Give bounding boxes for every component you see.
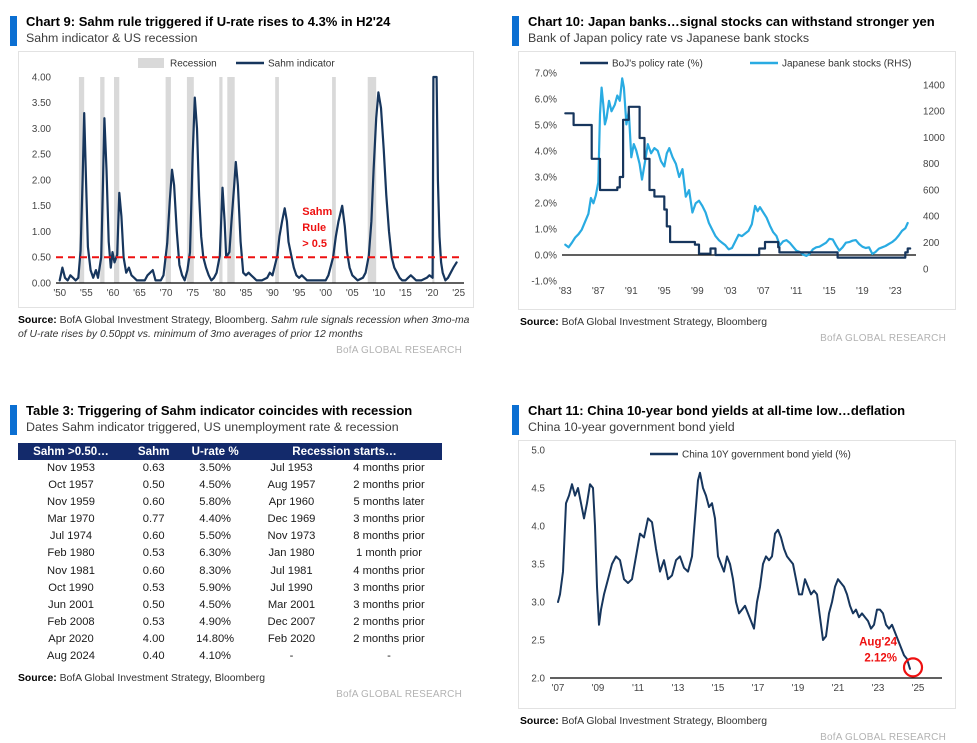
- table-cell: 4.50%: [199, 598, 232, 611]
- table-cell: Jul 1981: [270, 564, 313, 577]
- table-cell: 5.80%: [199, 496, 232, 509]
- table-cell: Feb 2020: [267, 632, 316, 645]
- bofa-brand-label: BofA GLOBAL RESEARCH: [336, 345, 462, 357]
- svg-text:'55: '55: [79, 288, 93, 300]
- table3-source: Source: BofA Global Investment Strategy, Bloomberg: [18, 672, 265, 684]
- chart9-figure: [18, 51, 474, 308]
- table-cell: 8 months prior: [353, 530, 425, 543]
- chart11-figure: [518, 440, 956, 709]
- svg-text:'05: '05: [345, 288, 359, 300]
- chart11-subtitle: China 10-year government bond yield: [528, 420, 735, 435]
- accent-bar: [10, 405, 17, 435]
- table-cell: Aug 1957: [267, 479, 316, 492]
- table-cell: 2 months prior: [353, 479, 425, 492]
- svg-text:Sahm: Sahm: [302, 206, 333, 219]
- table-cell: 0.63: [142, 461, 165, 474]
- table-row: [18, 648, 442, 665]
- svg-text:1.50: 1.50: [31, 201, 51, 213]
- panel-chart9: [10, 4, 512, 393]
- svg-text:4.5: 4.5: [531, 483, 545, 495]
- svg-text:3.5: 3.5: [531, 559, 545, 571]
- chart9-subtitle: Sahm indicator & US recession: [26, 31, 198, 46]
- table-cell: 0.60: [142, 564, 165, 577]
- svg-text:'65: '65: [133, 288, 146, 300]
- svg-text:2.0%: 2.0%: [534, 198, 557, 210]
- table-cell: 4.10%: [199, 650, 232, 662]
- svg-text:6.0%: 6.0%: [534, 94, 557, 106]
- table-row: [18, 477, 442, 494]
- table-cell: Jan 1980: [268, 547, 315, 560]
- table-cell: 4.90%: [199, 615, 232, 628]
- svg-text:'17: '17: [751, 683, 765, 695]
- table-cell: 6.30%: [199, 547, 232, 560]
- table-cell: Mar 2001: [267, 598, 316, 611]
- svg-text:4.0: 4.0: [531, 521, 545, 533]
- table-row: [18, 512, 442, 529]
- table-column-header: Sahm: [124, 443, 183, 460]
- table-cell: -: [289, 650, 294, 662]
- svg-text:4.00: 4.00: [31, 72, 51, 84]
- svg-text:Japanese bank stocks (RHS): Japanese bank stocks (RHS): [782, 58, 912, 70]
- svg-text:'91: '91: [624, 286, 638, 298]
- chart11-title: Chart 11: China 10-year bond yields at all-time low…deflation: [528, 403, 906, 418]
- table-row: [18, 563, 442, 580]
- table-row: [18, 614, 442, 631]
- svg-text:'87: '87: [591, 286, 605, 298]
- svg-text:-1.0%: -1.0%: [531, 276, 557, 288]
- svg-text:'95: '95: [657, 286, 671, 298]
- svg-text:'19: '19: [855, 286, 869, 298]
- table3-header: [10, 403, 512, 435]
- svg-text:'15: '15: [822, 286, 836, 298]
- table3-title: Table 3: Triggering of Sahm indicator coincides with recession: [26, 403, 413, 418]
- svg-text:4.0%: 4.0%: [534, 146, 557, 158]
- svg-text:'95: '95: [292, 288, 306, 300]
- table-cell: Apr 1960: [268, 496, 315, 509]
- svg-text:BoJ's policy rate (%): BoJ's policy rate (%): [612, 58, 703, 70]
- table-column-header: Recession starts…: [247, 443, 442, 460]
- accent-bar: [10, 16, 17, 46]
- table-row: [18, 546, 442, 563]
- svg-text:'85: '85: [239, 288, 253, 300]
- table3-subtitle: Dates Sahm indicator triggered, US unemployment rate & recession: [26, 420, 399, 435]
- table-cell: 4.40%: [199, 513, 232, 526]
- bofa-brand-label: BofA GLOBAL RESEARCH: [336, 688, 462, 700]
- table-cell: Nov 1981: [47, 564, 95, 577]
- chart10-title: Chart 10: Japan banks…signal stocks can withstand stronger yen: [528, 14, 935, 29]
- svg-text:'99: '99: [690, 286, 704, 298]
- table-cell: 4.50%: [199, 479, 232, 492]
- svg-text:400: 400: [923, 212, 940, 224]
- svg-text:'21: '21: [831, 683, 845, 695]
- table-cell: Dec 1969: [267, 513, 316, 526]
- svg-text:'80: '80: [212, 288, 226, 300]
- table-header-row: [18, 443, 442, 460]
- svg-text:'10: '10: [372, 288, 386, 300]
- svg-text:2.50: 2.50: [31, 149, 51, 161]
- table-cell: Oct 1957: [48, 479, 94, 492]
- svg-text:1.0%: 1.0%: [534, 224, 557, 236]
- svg-text:1.00: 1.00: [31, 227, 51, 239]
- svg-text:'03: '03: [723, 286, 737, 298]
- svg-text:'09: '09: [591, 683, 605, 695]
- table-cell: 8.30%: [199, 564, 232, 577]
- table-cell: Nov 1953: [47, 461, 95, 474]
- table-cell: Dec 2007: [267, 615, 316, 628]
- svg-text:Aug'24: Aug'24: [859, 636, 897, 649]
- table-cell: Nov 1973: [267, 530, 316, 543]
- svg-text:'07: '07: [756, 286, 770, 298]
- svg-text:2.5: 2.5: [531, 635, 545, 647]
- chart10-figure: [518, 51, 956, 310]
- svg-text:> 0.5: > 0.5: [302, 238, 328, 251]
- svg-text:China 10Y government bond yiel: China 10Y government bond yield (%): [682, 449, 851, 461]
- chart11-header: [512, 403, 977, 435]
- svg-text:3.0%: 3.0%: [534, 172, 557, 184]
- panel-table3: [10, 393, 512, 743]
- svg-text:1400: 1400: [923, 80, 945, 92]
- table-cell: Jul 1953: [270, 461, 313, 474]
- svg-text:'20: '20: [425, 288, 439, 300]
- table-cell: 0.53: [142, 547, 165, 560]
- svg-text:'90: '90: [266, 288, 279, 300]
- svg-text:0.0%: 0.0%: [534, 250, 557, 262]
- table-cell: Jul 1990: [270, 581, 313, 594]
- table-cell: 0.50: [142, 598, 165, 611]
- table-cell: 2 months prior: [353, 632, 425, 645]
- table-column-header: U-rate %: [183, 443, 247, 460]
- svg-text:Rule: Rule: [302, 222, 327, 235]
- svg-text:'23: '23: [888, 286, 902, 298]
- chart10-source: Source: BofA Global Investment Strategy, Bloomberg: [520, 317, 767, 329]
- table-cell: 0.53: [142, 581, 165, 594]
- table-column-header: Sahm >0.50…: [18, 443, 124, 460]
- svg-text:'23: '23: [871, 683, 885, 695]
- table-cell: 0.60: [142, 530, 165, 543]
- chart11-source: Source: BofA Global Investment Strategy, Bloomberg: [520, 716, 767, 728]
- table-cell: 0.53: [142, 615, 165, 628]
- japan-banks-chart: [520, 53, 954, 303]
- svg-text:7.0%: 7.0%: [534, 68, 557, 80]
- table-cell: Oct 1990: [48, 581, 94, 594]
- table-cell: 1 month prior: [356, 547, 422, 560]
- table-cell: Apr 2020: [48, 632, 94, 645]
- table-cell: 0.50: [142, 479, 165, 492]
- chart9-source: Source: BofA Global Investment Strategy, Bloomberg. Sahm rule signals recession when 3mo-ma of U-rate rises by 0.50ppt vs. minimum of 3mo averages of prior 12 months: [18, 315, 470, 341]
- svg-text:'11: '11: [790, 286, 803, 298]
- table-cell: Feb 1980: [47, 547, 95, 560]
- svg-text:3.00: 3.00: [31, 124, 51, 136]
- panel-chart11: [512, 393, 977, 743]
- table-cell: Mar 1970: [47, 513, 95, 526]
- svg-text:5.0: 5.0: [531, 445, 545, 457]
- table-row: [18, 580, 442, 597]
- svg-text:'50: '50: [53, 288, 67, 300]
- table-cell: 2 months prior: [353, 615, 425, 628]
- svg-text:5.0%: 5.0%: [534, 120, 557, 132]
- table-cell: Feb 2008: [47, 615, 95, 628]
- table-cell: 4 months prior: [353, 564, 425, 577]
- svg-text:'15: '15: [711, 683, 725, 695]
- svg-text:'83: '83: [558, 286, 572, 298]
- table-row: [18, 529, 442, 546]
- svg-text:'07: '07: [551, 683, 565, 695]
- table-row: [18, 460, 442, 477]
- svg-text:3.50: 3.50: [31, 98, 51, 110]
- table-cell: 0.40: [142, 650, 165, 662]
- svg-text:2.00: 2.00: [31, 175, 51, 187]
- svg-text:600: 600: [923, 185, 940, 197]
- chart10-header: [512, 14, 977, 46]
- table-cell: Jul 1974: [49, 530, 93, 543]
- svg-text:3.0: 3.0: [531, 597, 545, 609]
- bofa-brand-label: BofA GLOBAL RESEARCH: [820, 333, 946, 345]
- table-cell: 14.80%: [196, 632, 235, 645]
- svg-text:800: 800: [923, 159, 940, 171]
- table-cell: 4.00: [142, 632, 165, 645]
- svg-text:200: 200: [923, 238, 940, 250]
- svg-text:'11: '11: [631, 683, 645, 695]
- table-cell: 3.50%: [199, 461, 232, 474]
- svg-text:'00: '00: [319, 288, 333, 300]
- svg-text:2.0: 2.0: [531, 673, 545, 685]
- chart9-title: Chart 9: Sahm rule triggered if U-rate rises to 4.3% in H2'24: [26, 14, 391, 29]
- svg-text:Recession: Recession: [170, 58, 217, 70]
- svg-text:1200: 1200: [923, 106, 945, 118]
- table-row: [18, 495, 442, 512]
- table-row: [18, 631, 442, 648]
- svg-text:'70: '70: [159, 288, 173, 300]
- table-cell: 3 months prior: [353, 581, 425, 594]
- table-cell: 4 months prior: [353, 461, 425, 474]
- table-cell: 5.50%: [199, 530, 232, 543]
- table-cell: -: [387, 650, 391, 662]
- svg-text:'75: '75: [186, 288, 200, 300]
- bofa-brand-label: BofA GLOBAL RESEARCH: [820, 732, 946, 743]
- sahm-indicator-chart: [20, 53, 472, 301]
- svg-text:1000: 1000: [923, 133, 945, 145]
- table-cell: Aug 2024: [47, 650, 95, 662]
- sahm-trigger-table: [18, 443, 442, 665]
- table-cell: 0.77: [142, 513, 165, 526]
- svg-text:2.12%: 2.12%: [864, 652, 897, 665]
- accent-bar: [512, 16, 519, 46]
- svg-text:0.50: 0.50: [31, 252, 51, 264]
- table-cell: 3 months prior: [353, 513, 425, 526]
- table-cell: Nov 1959: [47, 496, 95, 509]
- table-row: [18, 597, 442, 614]
- table-cell: 0.60: [142, 496, 165, 509]
- chart10-subtitle: Bank of Japan policy rate vs Japanese bank stocks: [528, 31, 810, 46]
- chart9-header: [10, 14, 512, 46]
- table-cell: Jun 2001: [47, 598, 95, 611]
- accent-bar: [512, 405, 519, 435]
- svg-text:'25: '25: [452, 288, 466, 300]
- svg-text:'13: '13: [671, 683, 685, 695]
- svg-text:'19: '19: [791, 683, 805, 695]
- svg-text:0: 0: [923, 264, 929, 276]
- table-cell: 5.90%: [199, 581, 232, 594]
- china-bond-yield-chart: [520, 442, 954, 702]
- table-cell: 3 months prior: [353, 598, 425, 611]
- svg-text:'60: '60: [106, 288, 120, 300]
- svg-text:Sahm indicator: Sahm indicator: [268, 58, 335, 70]
- svg-text:0.00: 0.00: [31, 278, 51, 290]
- table-cell: 5 months later: [353, 496, 425, 509]
- svg-text:'25: '25: [911, 683, 925, 695]
- panel-chart10: [512, 4, 977, 393]
- svg-text:'15: '15: [399, 288, 412, 300]
